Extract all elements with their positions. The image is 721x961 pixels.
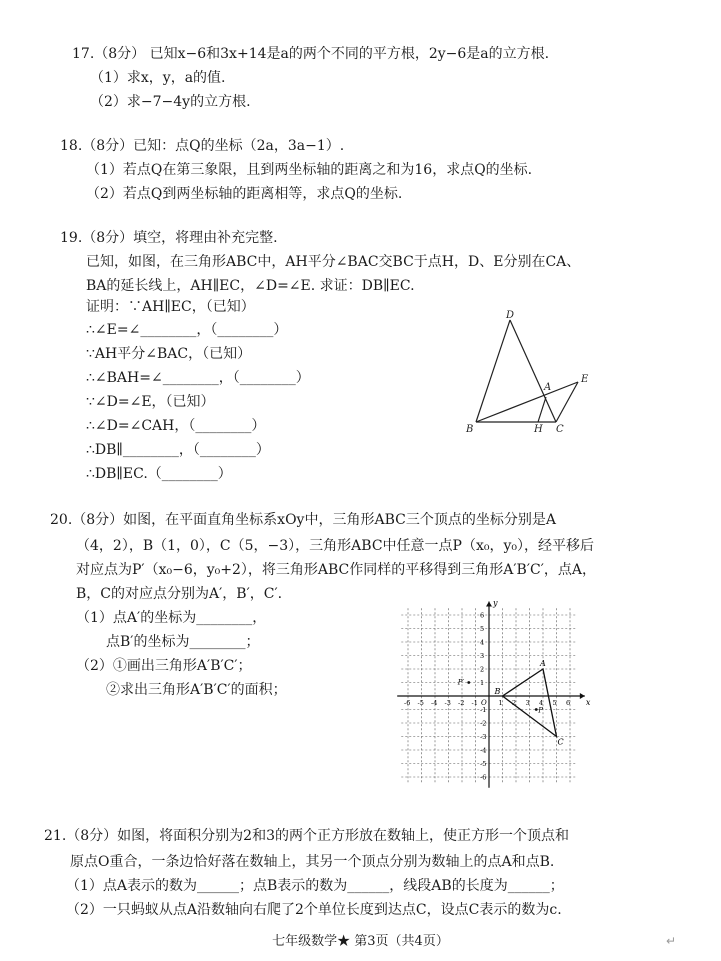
x-axis-label: x (585, 698, 591, 707)
q20-part2-a: （2）①画出三角形A′B′C′； (76, 658, 252, 674)
q17-part2: （2）求−7−4y的立方根. (90, 94, 251, 110)
segment-be (476, 382, 578, 422)
q20-line2: （4，2），B（1，0），C（5，−3），三角形ABC中任意一点P（x₀，y₀），经平移后 (76, 538, 594, 554)
q19-proof-line0: 证明：∵AH∥EC，（已知） (86, 299, 255, 315)
q19-proof-line3: ∴∠BAH=∠________，（________） (86, 370, 310, 386)
y-tick-label: -4 (480, 746, 487, 755)
q19-proof-line7: ∴DB∥EC.（________） (86, 466, 232, 482)
y-axis-arrow-icon (486, 602, 492, 607)
x-tick-label: 5 (552, 699, 557, 707)
x-tick-label: -3 (444, 699, 451, 707)
x-tick-label: 3 (525, 699, 530, 707)
page-footer: 七年级数学★ 第3页（共4页） (272, 934, 449, 949)
return-mark-icon: ↵ (666, 934, 677, 948)
q19-triangle-figure (460, 308, 600, 438)
segment-ah (538, 397, 546, 422)
label-a: A (544, 382, 552, 393)
x-tick-label: 1 (498, 699, 503, 707)
point-c-label: C (557, 737, 564, 747)
y-tick-label: 4 (480, 638, 485, 647)
y-tick-label: 2 (480, 665, 485, 674)
q19-proof-line4: ∵∠D=∠E，（已知） (86, 394, 215, 410)
point-a-label: A (540, 659, 546, 668)
q19-proof-line6: ∴DB∥________，（________） (86, 442, 270, 458)
x-tick-label: 2 (512, 699, 517, 707)
q20-coordinate-grid (394, 592, 604, 792)
q17-header: 17.（8分） 已知x−6和3x+14是a的两个不同的平方根，2y−6是a的立方根. (72, 46, 550, 62)
x-tick-label: 6 (566, 699, 571, 707)
q21-line1: 21.（8分）如图，将面积分别为2和3的两个正方形放在数轴上，使正方形一个顶点和 (44, 828, 569, 844)
q19-given-line2: BA的延长线上，AH∥EC，∠D=∠E. 求证：DB∥EC. (86, 278, 415, 294)
point-p (535, 708, 538, 711)
segment-dc (510, 320, 556, 422)
x-tick-label: 4 (539, 699, 544, 707)
point-p-prime-label: P′ (457, 678, 465, 687)
x-tick-label: -1 (471, 699, 478, 707)
q17-part1: （1）求x，y，a的值. (90, 70, 226, 86)
label-d: D (506, 310, 515, 321)
label-e: E (581, 374, 589, 385)
q20-part2-b: ②求出三角形A′B′C′的面积； (106, 682, 287, 698)
point-b-label: B (494, 687, 501, 696)
label-c: C (556, 424, 564, 435)
q20-part1-b: 点B′的坐标为________； (106, 634, 260, 650)
q19-given-line1: 已知，如图，在三角形ABC中，AH平分∠BAC交BC于点H，D、E分别在CA、 (86, 254, 581, 270)
origin-label: O (481, 699, 487, 707)
y-tick-label: -1 (480, 706, 487, 714)
label-h: H (534, 424, 543, 435)
q19-proof-line2: ∵AH平分∠BAC，（已知） (86, 346, 252, 362)
x-axis-arrow-icon (580, 693, 585, 699)
label-b: B (466, 424, 474, 435)
q21-line2: 原点O重合，一条边恰好落在数轴上，其另一个顶点分别为数轴上的点A和点B. (70, 854, 555, 870)
y-tick-label: -6 (480, 773, 487, 782)
q21-part2: （2）一只蚂蚁从点A沿数轴向右爬了2个单位长度到达点C，设点C表示的数为c. (66, 902, 562, 918)
q19-header: 19.（8分）填空，将理由补充完整. (60, 230, 278, 246)
y-tick-label: -3 (480, 733, 487, 741)
segment-bd (476, 320, 510, 422)
q20-part1-a: （1）点A′的坐标为________， (76, 610, 267, 626)
q20-line4: B，C的对应点分别为A′，B′，C′. (76, 586, 283, 602)
y-tick-label: 1 (480, 679, 485, 687)
y-axis-label: y (493, 598, 498, 608)
x-tick-label: -5 (417, 699, 424, 707)
q20-line3: 对应点为P′（x₀−6，y₀+2），将三角形ABC作同样的平移得到三角形A′B′C′，点A， (76, 562, 597, 578)
y-tick-label: 3 (480, 652, 485, 660)
q18-header: 18.（8分）已知：点Q的坐标（2a，3a−1）. (60, 138, 345, 154)
q19-proof-line5: ∴∠D=∠CAH，（________） (86, 418, 266, 434)
q21-part1: （1）点A表示的数为______；点B表示的数为______，线段AB的长度为______； (66, 878, 564, 894)
y-tick-label: 6 (480, 611, 485, 620)
point-p-label: P (538, 706, 543, 715)
y-tick-label: -2 (480, 719, 487, 728)
x-tick-label: -6 (404, 699, 411, 707)
q19-proof-line1: ∴∠E=∠________，（________） (86, 322, 288, 338)
x-tick-label: -2 (458, 699, 465, 707)
y-tick-label: 5 (480, 625, 485, 633)
q20-line1: 20.（8分）如图，在平面直角坐标系xOy中，三角形ABC三个顶点的坐标分别是A (50, 512, 556, 528)
q18-part2: （2）若点Q到两坐标轴的距离相等，求点Q的坐标. (86, 186, 403, 202)
q18-part1: （1）若点Q在第三象限，且到两坐标轴的距离之和为16，求点Q的坐标. (86, 162, 533, 178)
x-tick-label: -4 (431, 699, 438, 707)
segment-ec (556, 382, 578, 422)
point-p-prime (467, 681, 470, 684)
y-tick-label: -5 (480, 760, 487, 768)
